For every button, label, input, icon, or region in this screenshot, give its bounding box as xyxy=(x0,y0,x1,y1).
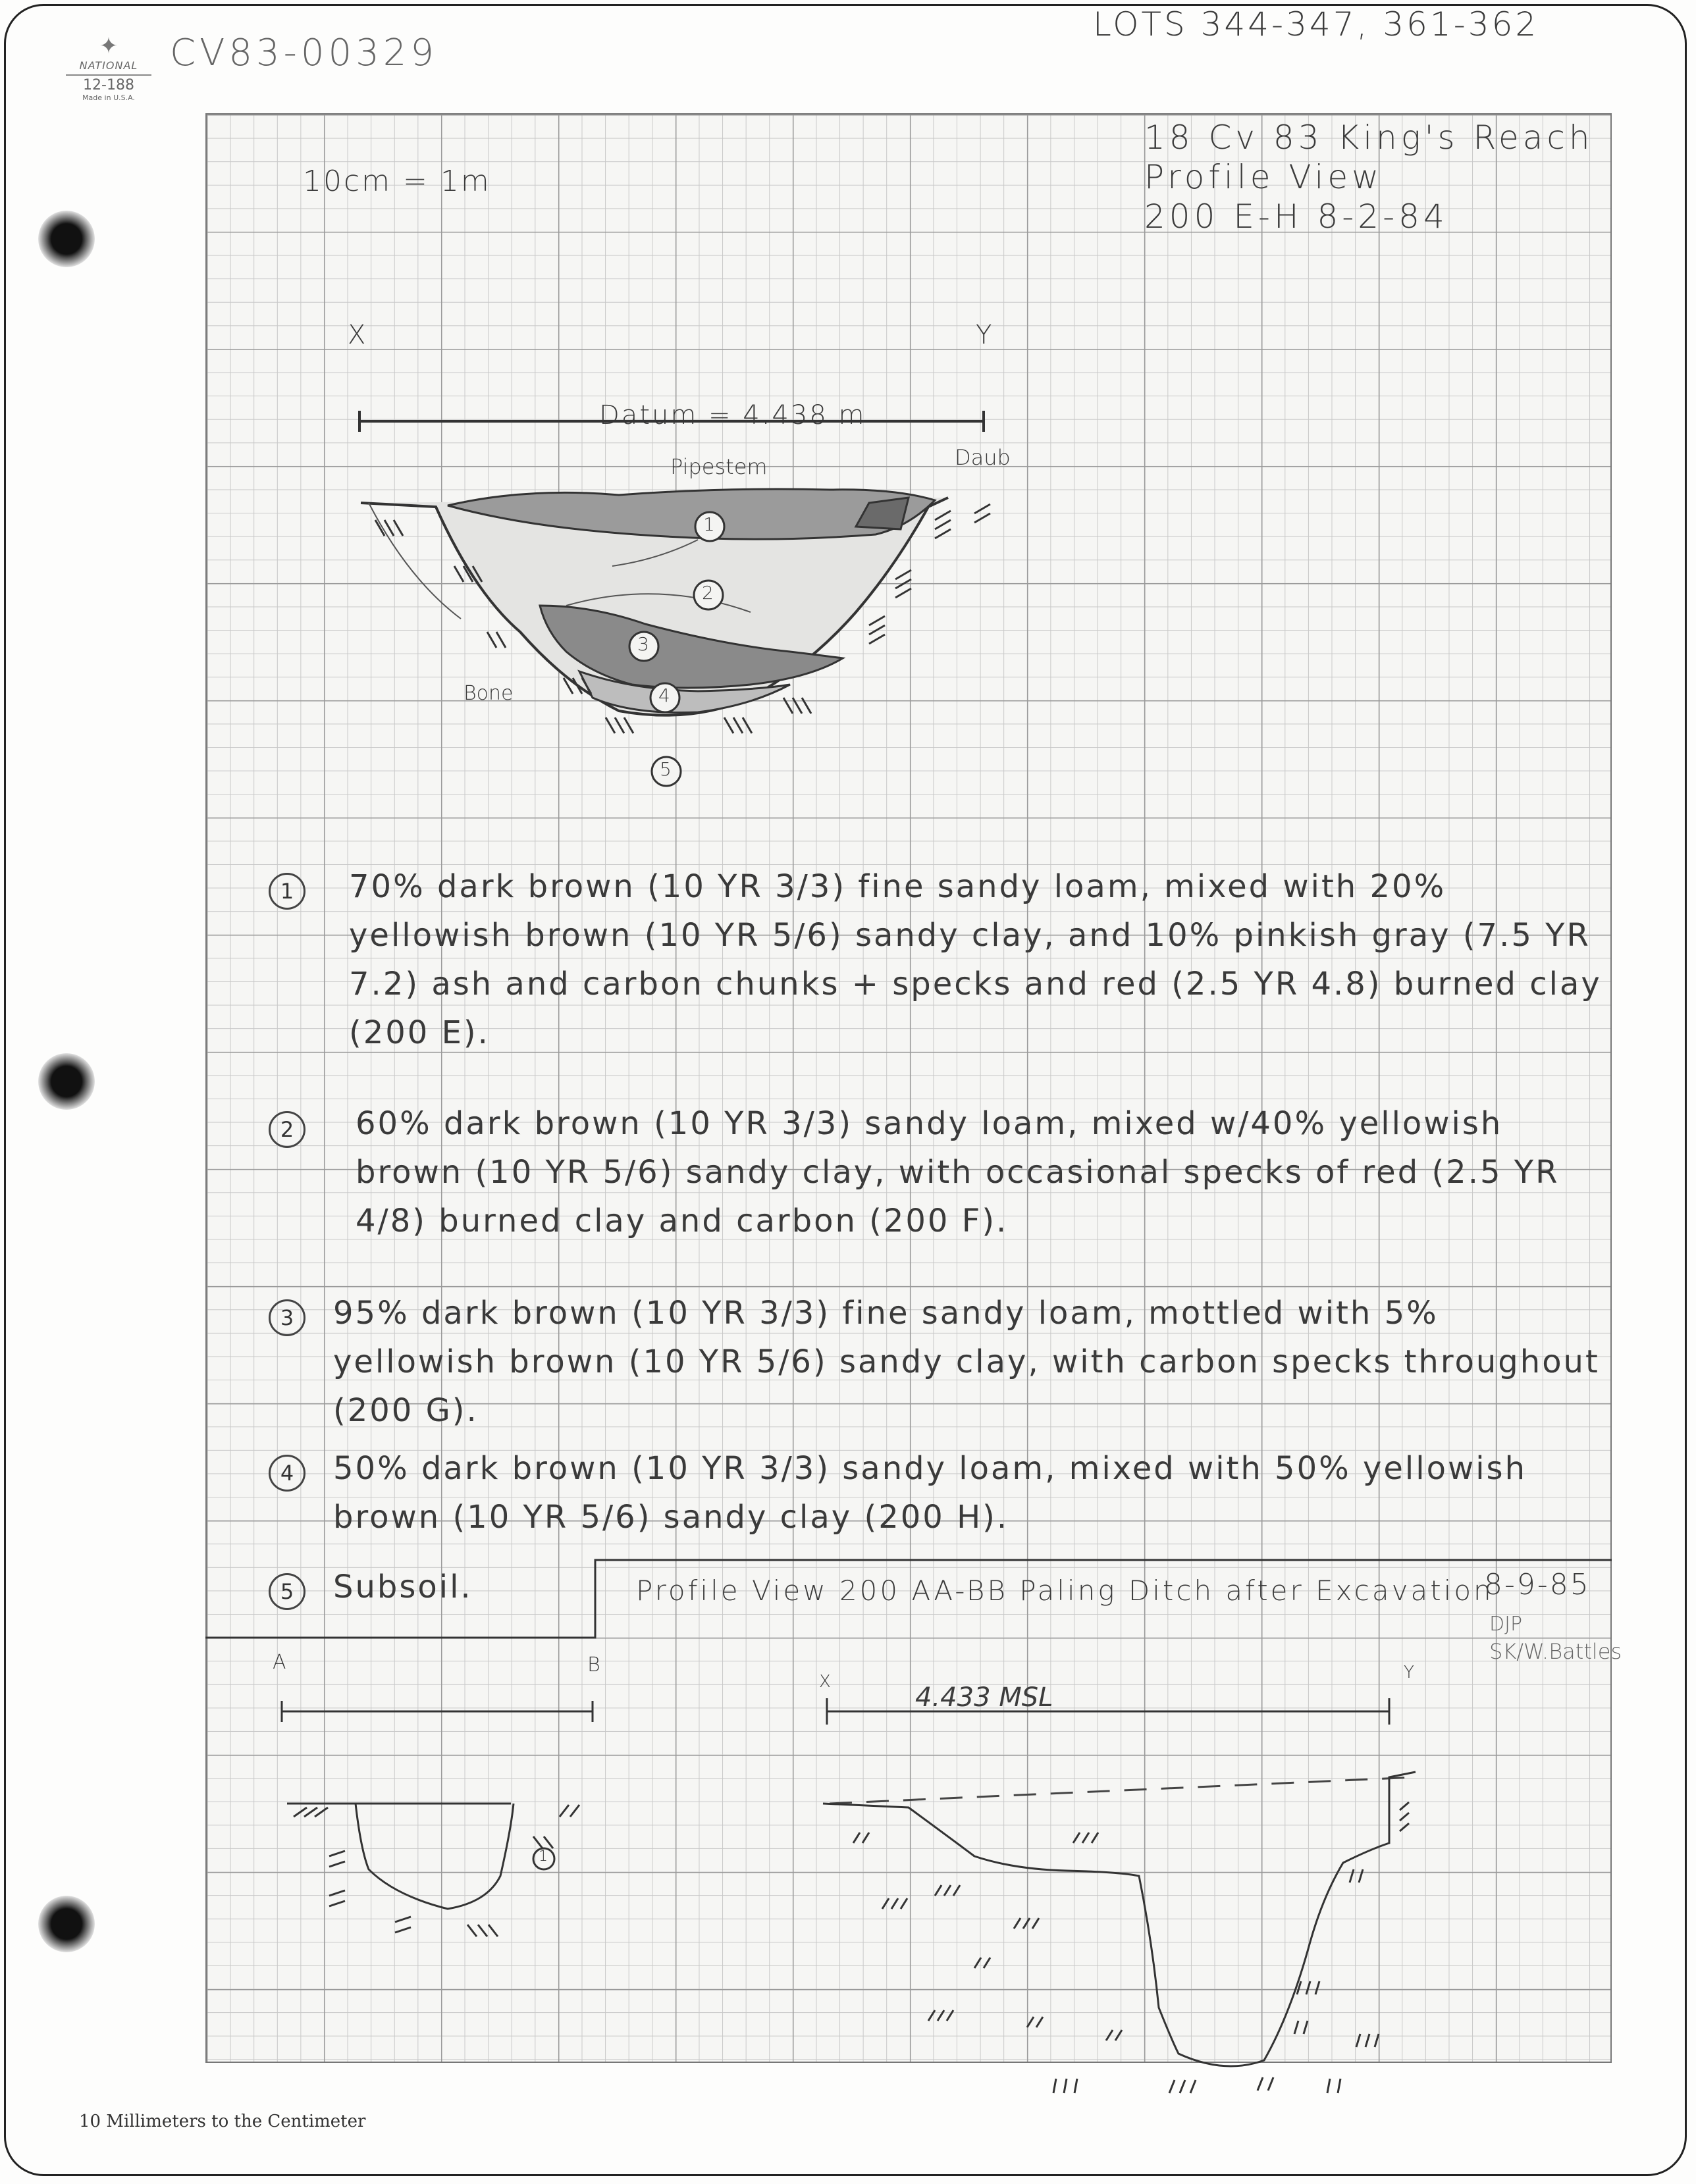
profile2-y-label: Y xyxy=(1404,1663,1414,1682)
logo-brand: NATIONAL xyxy=(79,59,138,72)
profile2-recorders: DJP xyxy=(1489,1613,1523,1636)
profile1-x-label: X xyxy=(348,320,366,350)
catalog-number: CV83-00329 xyxy=(170,32,438,74)
layer-4-description: 50% dark brown (10 YR 3/3) sandy loam, mixed with 50% yellowish brown (10 YR 5/6) sandy clay (200 H). xyxy=(333,1450,1527,1536)
datum-label: Datum = 4.438 m xyxy=(599,400,866,430)
scale-bar-ab xyxy=(282,1701,593,1722)
bone-label: Bone xyxy=(464,682,514,705)
layer-2-number: 2 xyxy=(269,1111,305,1148)
pipestem-label: Pipestem xyxy=(670,454,768,479)
profile2-recorders-2: SK/W.Battles xyxy=(1489,1639,1622,1664)
view-title: Profile View xyxy=(1144,158,1383,196)
layer-marker-4: 4 xyxy=(658,685,670,706)
layer-4-number: 4 xyxy=(269,1455,305,1492)
logo-star-icon: ✦ xyxy=(99,33,119,59)
datum-line-1 xyxy=(359,411,984,432)
small-ditch-marker-number: 1 xyxy=(539,1848,548,1865)
scale-bar-xy xyxy=(827,1698,1389,1725)
profile1-y-label: Y xyxy=(976,320,992,350)
profile2-caption: Profile View 200 AA-BB Paling Ditch after Excavation xyxy=(636,1574,1494,1607)
layer-3-number: 3 xyxy=(269,1299,305,1336)
units-date: 200 E-H 8-2-84 xyxy=(1144,197,1448,236)
profile2-x-label: X xyxy=(819,1672,831,1692)
site-title: 18 Cv 83 King's Reach xyxy=(1144,118,1594,157)
lots-label: LOTS 344-347, 361-362 xyxy=(1093,5,1539,43)
scale-label: 10cm = 1m xyxy=(303,165,491,198)
msl-label: 4.433 MSL xyxy=(915,1682,1053,1713)
layer-marker-2: 2 xyxy=(702,582,714,604)
layer-marker-1: 1 xyxy=(703,513,715,535)
paling-ditch-profile xyxy=(823,1772,1416,2066)
logo-product-number: 12-188 xyxy=(66,74,151,93)
profile2-b-label: B xyxy=(587,1653,600,1677)
paper-footer: 10 Millimeters to the Centimeter xyxy=(79,2112,366,2131)
hatch-marks-2 xyxy=(294,1805,579,1937)
layer-5-description: Subsoil. xyxy=(333,1569,473,1605)
layer-3-description: 95% dark brown (10 YR 3/3) fine sandy loam, mottled with 5% yellowish brown (10 YR 5/6) sandy clay, with carbon specks throughout (200 G). xyxy=(333,1295,1600,1429)
msl-dashed-line xyxy=(830,1777,1416,1804)
layer-1-number: 1 xyxy=(269,873,305,910)
profile2-date: 8-9-85 xyxy=(1484,1568,1591,1601)
layer-5-number: 5 xyxy=(269,1573,305,1610)
daub-label: Daub xyxy=(955,445,1011,470)
profile2-a-label: A xyxy=(273,1651,286,1674)
logo-made-in: Made in U.S.A. xyxy=(82,93,135,102)
hatch-marks-3 xyxy=(853,1802,1409,2093)
layer-1-description: 70% dark brown (10 YR 3/3) fine sandy loam, mixed with 20% yellowish brown (10 YR 5/6) sandy clay, and 10% pinkish gray (7.5 YR 7.2) ash and carbon chunks + specks and red (2.5 YR 4.8) burned clay (200 E). xyxy=(349,868,1602,1051)
layer-marker-3: 3 xyxy=(637,633,649,655)
layer-marker-5: 5 xyxy=(660,758,672,780)
layer-2-description: 60% dark brown (10 YR 3/3) sandy loam, mixed w/40% yellowish brown (10 YR 5/6) sandy clay, with occasional specks of red (2.5 YR 4/8) burned clay and carbon (200 F). xyxy=(356,1105,1560,1239)
small-ditch-profile xyxy=(287,1804,514,1909)
